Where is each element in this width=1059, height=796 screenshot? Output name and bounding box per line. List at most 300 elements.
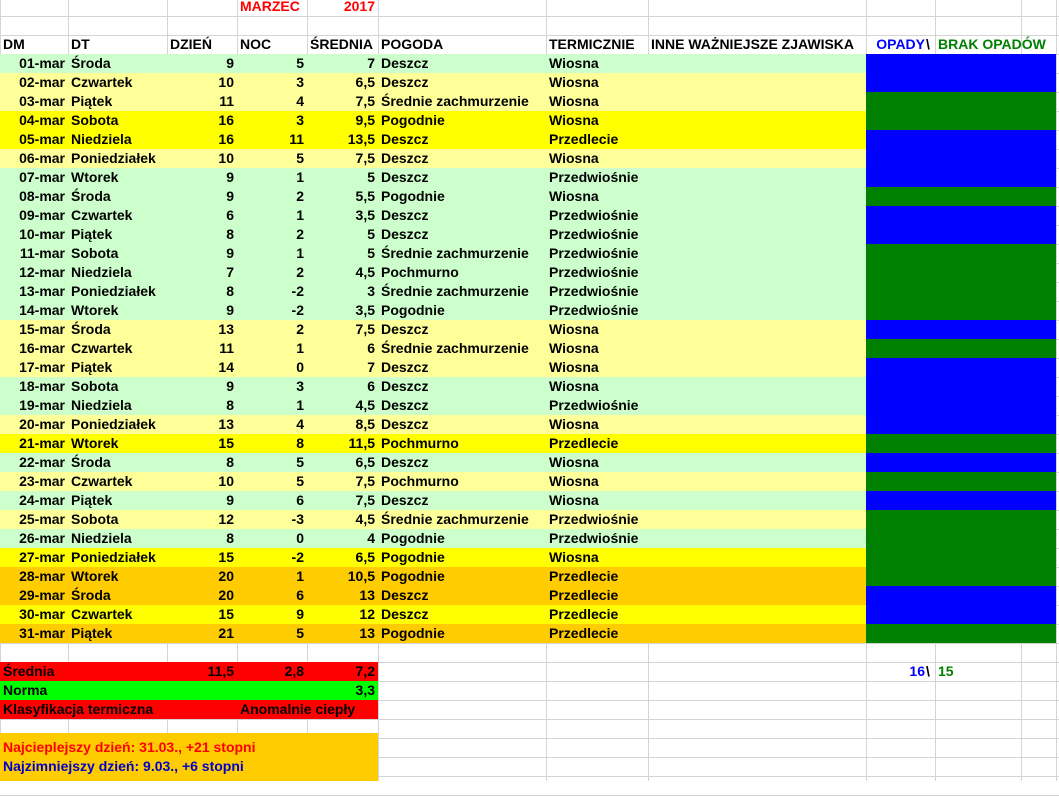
cell-weather[interactable]: Deszcz bbox=[381, 321, 429, 337]
cell-date[interactable]: 16-mar bbox=[19, 340, 65, 356]
cell-average-temp[interactable]: 3 bbox=[367, 283, 375, 299]
cell-thermal[interactable]: Wiosna bbox=[549, 112, 599, 128]
cell-weekday[interactable]: Czwartek bbox=[71, 207, 133, 223]
cell-other[interactable] bbox=[648, 377, 866, 396]
cell-day-temp[interactable]: 12 bbox=[218, 511, 234, 527]
cell-other[interactable] bbox=[648, 529, 866, 548]
cell-night-temp[interactable]: -2 bbox=[291, 302, 304, 318]
cell-night-temp[interactable]: 3 bbox=[296, 112, 304, 128]
cell-weather[interactable]: Deszcz bbox=[381, 169, 429, 185]
summary-norm-label[interactable]: Norma bbox=[3, 682, 48, 698]
cell-day-temp[interactable]: 9 bbox=[226, 492, 234, 508]
cell-date[interactable]: 28-mar bbox=[19, 568, 65, 584]
title-year[interactable]: 2017 bbox=[343, 0, 375, 14]
cell-thermal[interactable]: Przedwiośnie bbox=[549, 397, 639, 413]
cell-other[interactable] bbox=[648, 605, 866, 624]
header-separator[interactable]: \ bbox=[926, 36, 930, 52]
cell-date[interactable]: 25-mar bbox=[19, 511, 65, 527]
cell-average-temp[interactable]: 10,5 bbox=[347, 568, 375, 584]
cell-weather[interactable]: Deszcz bbox=[381, 606, 429, 622]
cell-thermal[interactable]: Wiosna bbox=[549, 416, 599, 432]
cell-weather[interactable]: Pogodnie bbox=[381, 568, 445, 584]
cell-thermal[interactable]: Przedwiośnie bbox=[549, 302, 639, 318]
precip-flag-rain[interactable] bbox=[866, 491, 1056, 510]
cell-other[interactable] bbox=[648, 624, 866, 643]
cell-weekday[interactable]: Wtorek bbox=[71, 435, 119, 451]
precip-flag-dry[interactable] bbox=[866, 434, 1056, 453]
cell-night-temp[interactable]: -2 bbox=[291, 283, 304, 299]
cell-thermal[interactable]: Przedlecie bbox=[549, 587, 619, 603]
cell-weather[interactable]: Deszcz bbox=[381, 359, 429, 375]
cell-day-temp[interactable]: 8 bbox=[226, 283, 234, 299]
cell-thermal[interactable]: Wiosna bbox=[549, 55, 599, 71]
precip-flag-dry[interactable] bbox=[866, 624, 1056, 643]
summary-average-label[interactable]: Średnia bbox=[3, 663, 55, 679]
header-average[interactable]: ŚREDNIA bbox=[310, 36, 374, 52]
cell-night-temp[interactable]: 5 bbox=[296, 454, 304, 470]
cell-other[interactable] bbox=[648, 111, 866, 130]
summary-norm-value[interactable]: 3,3 bbox=[355, 682, 375, 698]
precip-flag-dry[interactable] bbox=[866, 244, 1056, 263]
cell-weekday[interactable]: Piątek bbox=[71, 625, 113, 641]
precip-flag-dry[interactable] bbox=[866, 472, 1056, 491]
cell-night-temp[interactable]: 3 bbox=[296, 74, 304, 90]
precip-flag-dry[interactable] bbox=[866, 529, 1056, 548]
cell-weekday[interactable]: Czwartek bbox=[71, 606, 133, 622]
cell-day-temp[interactable]: 16 bbox=[218, 112, 234, 128]
cell-thermal[interactable]: Przedwiośnie bbox=[549, 530, 639, 546]
cell-average-temp[interactable]: 9,5 bbox=[355, 112, 375, 128]
cell-average-temp[interactable]: 7,5 bbox=[355, 150, 375, 166]
cell-thermal[interactable]: Wiosna bbox=[549, 321, 599, 337]
cell-thermal[interactable]: Przedwiośnie bbox=[549, 207, 639, 223]
precip-flag-dry[interactable] bbox=[866, 282, 1056, 301]
cell-night-temp[interactable]: 1 bbox=[296, 340, 304, 356]
cell-weather[interactable]: Średnie zachmurzenie bbox=[381, 511, 529, 527]
cell-other[interactable] bbox=[648, 130, 866, 149]
cell-other[interactable] bbox=[648, 586, 866, 605]
cell-weather[interactable]: Pogodnie bbox=[381, 549, 445, 565]
cell-weather[interactable]: Deszcz bbox=[381, 150, 429, 166]
cell-weather[interactable]: Deszcz bbox=[381, 55, 429, 71]
cell-thermal[interactable]: Wiosna bbox=[549, 150, 599, 166]
cell-day-temp[interactable]: 10 bbox=[218, 74, 234, 90]
cell-average-temp[interactable]: 7,5 bbox=[355, 492, 375, 508]
cell-night-temp[interactable]: 5 bbox=[296, 55, 304, 71]
cell-thermal[interactable]: Wiosna bbox=[549, 340, 599, 356]
cell-night-temp[interactable]: -2 bbox=[291, 549, 304, 565]
cell-date[interactable]: 27-mar bbox=[19, 549, 65, 565]
cell-thermal[interactable]: Przedwiośnie bbox=[549, 264, 639, 280]
cell-date[interactable]: 21-mar bbox=[19, 435, 65, 451]
cell-weather[interactable]: Średnie zachmurzenie bbox=[381, 340, 529, 356]
cell-night-temp[interactable]: 1 bbox=[296, 397, 304, 413]
cell-day-temp[interactable]: 9 bbox=[226, 245, 234, 261]
header-rain[interactable]: OPADY bbox=[876, 36, 925, 52]
cell-day-temp[interactable]: 14 bbox=[218, 359, 234, 375]
cell-other[interactable] bbox=[648, 358, 866, 377]
cell-day-temp[interactable]: 15 bbox=[218, 435, 234, 451]
cell-weather[interactable]: Deszcz bbox=[381, 207, 429, 223]
cell-thermal[interactable]: Wiosna bbox=[549, 188, 599, 204]
cell-other[interactable] bbox=[648, 567, 866, 586]
cell-weekday[interactable]: Poniedziałek bbox=[71, 549, 156, 565]
cell-day-temp[interactable]: 9 bbox=[226, 169, 234, 185]
cell-date[interactable]: 06-mar bbox=[19, 150, 65, 166]
precip-flag-dry[interactable] bbox=[866, 567, 1056, 586]
precip-flag-rain[interactable] bbox=[866, 130, 1056, 149]
cell-weekday[interactable]: Sobota bbox=[71, 112, 119, 128]
cell-date[interactable]: 09-mar bbox=[19, 207, 65, 223]
header-day[interactable]: DZIEŃ bbox=[170, 36, 212, 52]
cell-night-temp[interactable]: -3 bbox=[291, 511, 304, 527]
precip-flag-rain[interactable] bbox=[866, 453, 1056, 472]
cell-night-temp[interactable]: 5 bbox=[296, 473, 304, 489]
cell-thermal[interactable]: Wiosna bbox=[549, 378, 599, 394]
cell-other[interactable] bbox=[648, 54, 866, 73]
cell-day-temp[interactable]: 16 bbox=[218, 131, 234, 147]
cell-date[interactable]: 15-mar bbox=[19, 321, 65, 337]
precip-flag-dry[interactable] bbox=[866, 187, 1056, 206]
cell-day-temp[interactable]: 7 bbox=[226, 264, 234, 280]
cell-weekday[interactable]: Piątek bbox=[71, 93, 113, 109]
cell-date[interactable]: 03-mar bbox=[19, 93, 65, 109]
cell-weekday[interactable]: Piątek bbox=[71, 492, 113, 508]
cell-date[interactable]: 02-mar bbox=[19, 74, 65, 90]
cell-average-temp[interactable]: 6,5 bbox=[355, 74, 375, 90]
cell-date[interactable]: 10-mar bbox=[19, 226, 65, 242]
cell-day-temp[interactable]: 20 bbox=[218, 568, 234, 584]
cell-thermal[interactable]: Wiosna bbox=[549, 454, 599, 470]
summary-separator[interactable]: \ bbox=[926, 663, 930, 679]
cell-average-temp[interactable]: 4,5 bbox=[355, 511, 375, 527]
cell-night-temp[interactable]: 8 bbox=[296, 435, 304, 451]
cell-weekday[interactable]: Niedziela bbox=[71, 530, 132, 546]
cell-other[interactable] bbox=[648, 339, 866, 358]
cell-weather[interactable]: Deszcz bbox=[381, 397, 429, 413]
cell-other[interactable] bbox=[648, 301, 866, 320]
cell-night-temp[interactable]: 6 bbox=[296, 587, 304, 603]
cell-thermal[interactable]: Wiosna bbox=[549, 473, 599, 489]
cell-night-temp[interactable]: 1 bbox=[296, 568, 304, 584]
cell-average-temp[interactable]: 7 bbox=[367, 359, 375, 375]
cell-night-temp[interactable]: 1 bbox=[296, 245, 304, 261]
cell-night-temp[interactable]: 11 bbox=[289, 131, 304, 147]
cell-weekday[interactable]: Poniedziałek bbox=[71, 416, 156, 432]
cell-thermal[interactable]: Przedlecie bbox=[549, 568, 619, 584]
cell-weekday[interactable]: Środa bbox=[71, 454, 111, 470]
cell-average-temp[interactable]: 7 bbox=[367, 55, 375, 71]
precip-flag-dry[interactable] bbox=[866, 510, 1056, 529]
cell-average-temp[interactable]: 4,5 bbox=[355, 397, 375, 413]
cell-other[interactable] bbox=[648, 244, 866, 263]
cell-thermal[interactable]: Przedlecie bbox=[549, 435, 619, 451]
cell-weather[interactable]: Pogodnie bbox=[381, 625, 445, 641]
cell-weekday[interactable]: Czwartek bbox=[71, 74, 133, 90]
cell-weather[interactable]: Pochmurno bbox=[381, 435, 459, 451]
cell-date[interactable]: 18-mar bbox=[19, 378, 65, 394]
cell-average-temp[interactable]: 7,5 bbox=[355, 321, 375, 337]
cell-date[interactable]: 12-mar bbox=[19, 264, 65, 280]
summary-coldest-day[interactable]: Najzimniejszy dzień: 9.03., +6 stopni bbox=[3, 758, 244, 774]
title-month[interactable]: MARZEC bbox=[240, 0, 300, 14]
cell-day-temp[interactable]: 13 bbox=[218, 416, 234, 432]
cell-average-temp[interactable]: 7,5 bbox=[355, 93, 375, 109]
cell-weekday[interactable]: Poniedziałek bbox=[71, 150, 156, 166]
cell-night-temp[interactable]: 0 bbox=[296, 359, 304, 375]
cell-weekday[interactable]: Sobota bbox=[71, 378, 119, 394]
header-thermal[interactable]: TERMICZNIE bbox=[549, 36, 635, 52]
cell-other[interactable] bbox=[648, 510, 866, 529]
cell-date[interactable]: 29-mar bbox=[19, 587, 65, 603]
cell-date[interactable]: 11-mar bbox=[19, 245, 65, 261]
cell-weather[interactable]: Deszcz bbox=[381, 131, 429, 147]
cell-date[interactable]: 07-mar bbox=[19, 169, 65, 185]
cell-day-temp[interactable]: 15 bbox=[218, 549, 234, 565]
cell-average-temp[interactable]: 3,5 bbox=[355, 207, 375, 223]
cell-night-temp[interactable]: 0 bbox=[296, 530, 304, 546]
cell-day-temp[interactable]: 9 bbox=[226, 302, 234, 318]
cell-day-temp[interactable]: 10 bbox=[218, 473, 234, 489]
cell-weather[interactable]: Pochmurno bbox=[381, 264, 459, 280]
cell-date[interactable]: 05-mar bbox=[19, 131, 65, 147]
precip-flag-rain[interactable] bbox=[866, 358, 1056, 377]
cell-night-temp[interactable]: 2 bbox=[296, 188, 304, 204]
cell-average-temp[interactable]: 6,5 bbox=[355, 549, 375, 565]
cell-date[interactable]: 26-mar bbox=[19, 530, 65, 546]
cell-date[interactable]: 04-mar bbox=[19, 112, 65, 128]
summary-dry-count[interactable]: 15 bbox=[938, 663, 954, 679]
cell-weekday[interactable]: Środa bbox=[71, 188, 111, 204]
cell-weather[interactable]: Deszcz bbox=[381, 378, 429, 394]
header-weather[interactable]: POGODA bbox=[381, 36, 444, 52]
cell-average-temp[interactable]: 13 bbox=[359, 587, 375, 603]
header-dry[interactable]: BRAK OPADÓW bbox=[938, 36, 1046, 52]
cell-day-temp[interactable]: 6 bbox=[226, 207, 234, 223]
cell-weekday[interactable]: Niedziela bbox=[71, 264, 132, 280]
cell-date[interactable]: 08-mar bbox=[19, 188, 65, 204]
precip-flag-dry[interactable] bbox=[866, 301, 1056, 320]
cell-day-temp[interactable]: 9 bbox=[226, 55, 234, 71]
cell-thermal[interactable]: Wiosna bbox=[549, 74, 599, 90]
cell-date[interactable]: 23-mar bbox=[19, 473, 65, 489]
cell-night-temp[interactable]: 1 bbox=[296, 169, 304, 185]
cell-weather[interactable]: Deszcz bbox=[381, 226, 429, 242]
cell-date[interactable]: 19-mar bbox=[19, 397, 65, 413]
cell-night-temp[interactable]: 5 bbox=[296, 625, 304, 641]
cell-night-temp[interactable]: 2 bbox=[296, 321, 304, 337]
precip-flag-rain[interactable] bbox=[866, 54, 1056, 73]
cell-night-temp[interactable]: 5 bbox=[296, 150, 304, 166]
cell-average-temp[interactable]: 6 bbox=[367, 378, 375, 394]
precip-flag-dry[interactable] bbox=[866, 548, 1056, 567]
cell-day-temp[interactable]: 11 bbox=[219, 340, 234, 356]
cell-average-temp[interactable]: 11,5 bbox=[348, 435, 375, 451]
cell-weather[interactable]: Średnie zachmurzenie bbox=[381, 93, 529, 109]
cell-other[interactable] bbox=[648, 168, 866, 187]
cell-other[interactable] bbox=[648, 149, 866, 168]
cell-day-temp[interactable]: 9 bbox=[226, 378, 234, 394]
precip-flag-rain[interactable] bbox=[866, 206, 1056, 225]
cell-day-temp[interactable]: 13 bbox=[218, 321, 234, 337]
cell-weather[interactable]: Pochmurno bbox=[381, 473, 459, 489]
cell-other[interactable] bbox=[648, 73, 866, 92]
cell-thermal[interactable]: Wiosna bbox=[549, 549, 599, 565]
cell-average-temp[interactable]: 13,5 bbox=[347, 131, 375, 147]
cell-weather[interactable]: Deszcz bbox=[381, 587, 429, 603]
precip-flag-rain[interactable] bbox=[866, 149, 1056, 168]
summary-average-day[interactable]: 11,5 bbox=[207, 663, 234, 679]
cell-thermal[interactable]: Wiosna bbox=[549, 492, 599, 508]
cell-thermal[interactable]: Przedwiośnie bbox=[549, 511, 639, 527]
precip-flag-rain[interactable] bbox=[866, 225, 1056, 244]
cell-thermal[interactable]: Przedwiośnie bbox=[549, 226, 639, 242]
cell-weekday[interactable]: Czwartek bbox=[71, 340, 133, 356]
cell-other[interactable] bbox=[648, 92, 866, 111]
cell-day-temp[interactable]: 9 bbox=[226, 188, 234, 204]
precip-flag-dry[interactable] bbox=[866, 92, 1056, 111]
cell-weather[interactable]: Deszcz bbox=[381, 416, 429, 432]
cell-average-temp[interactable]: 4 bbox=[367, 530, 375, 546]
cell-other[interactable] bbox=[648, 453, 866, 472]
precip-flag-rain[interactable] bbox=[866, 168, 1056, 187]
cell-average-temp[interactable]: 4,5 bbox=[355, 264, 375, 280]
cell-thermal[interactable]: Przedwiośnie bbox=[549, 283, 639, 299]
cell-day-temp[interactable]: 8 bbox=[226, 530, 234, 546]
cell-date[interactable]: 14-mar bbox=[19, 302, 65, 318]
cell-thermal[interactable]: Przedlecie bbox=[549, 131, 619, 147]
cell-weekday[interactable]: Sobota bbox=[71, 511, 119, 527]
precip-flag-rain[interactable] bbox=[866, 605, 1056, 624]
summary-class-label[interactable]: Klasyfikacja termiczna bbox=[3, 701, 154, 717]
cell-weekday[interactable]: Poniedziałek bbox=[71, 283, 156, 299]
cell-night-temp[interactable]: 6 bbox=[296, 492, 304, 508]
cell-day-temp[interactable]: 11 bbox=[219, 93, 234, 109]
cell-date[interactable]: 30-mar bbox=[19, 606, 65, 622]
summary-average-mean[interactable]: 7,2 bbox=[355, 663, 375, 679]
cell-weekday[interactable]: Środa bbox=[71, 321, 111, 337]
cell-day-temp[interactable]: 8 bbox=[226, 454, 234, 470]
cell-other[interactable] bbox=[648, 548, 866, 567]
cell-weather[interactable]: Pogodnie bbox=[381, 112, 445, 128]
cell-weather[interactable]: Deszcz bbox=[381, 454, 429, 470]
cell-thermal[interactable]: Wiosna bbox=[549, 93, 599, 109]
cell-night-temp[interactable]: 2 bbox=[296, 264, 304, 280]
cell-weather[interactable]: Pogodnie bbox=[381, 188, 445, 204]
cell-average-temp[interactable]: 6 bbox=[367, 340, 375, 356]
precip-flag-rain[interactable] bbox=[866, 320, 1056, 339]
summary-warmest-day[interactable]: Najcieplejszy dzień: 31.03., +21 stopni bbox=[3, 739, 256, 755]
cell-thermal[interactable]: Przedwiośnie bbox=[549, 245, 639, 261]
summary-class-value[interactable]: Anomalnie ciepły bbox=[240, 701, 356, 717]
cell-other[interactable] bbox=[648, 415, 866, 434]
cell-day-temp[interactable]: 8 bbox=[226, 226, 234, 242]
cell-weekday[interactable]: Niedziela bbox=[71, 131, 132, 147]
cell-day-temp[interactable]: 15 bbox=[218, 606, 234, 622]
cell-other[interactable] bbox=[648, 472, 866, 491]
header-dm[interactable]: DM bbox=[3, 36, 25, 52]
summary-rain-count[interactable]: 16 bbox=[909, 663, 925, 679]
cell-other[interactable] bbox=[648, 206, 866, 225]
cell-date[interactable]: 13-mar bbox=[19, 283, 65, 299]
cell-other[interactable] bbox=[648, 434, 866, 453]
cell-date[interactable]: 17-mar bbox=[19, 359, 65, 375]
precip-flag-rain[interactable] bbox=[866, 73, 1056, 92]
cell-weekday[interactable]: Sobota bbox=[71, 245, 119, 261]
cell-weekday[interactable]: Piątek bbox=[71, 359, 113, 375]
precip-flag-rain[interactable] bbox=[866, 586, 1056, 605]
cell-average-temp[interactable]: 3,5 bbox=[355, 302, 375, 318]
cell-day-temp[interactable]: 8 bbox=[226, 397, 234, 413]
cell-night-temp[interactable]: 4 bbox=[296, 93, 304, 109]
cell-average-temp[interactable]: 5,5 bbox=[355, 188, 375, 204]
cell-other[interactable] bbox=[648, 396, 866, 415]
header-other[interactable]: INNE WAŻNIEJSZE ZJAWISKA bbox=[651, 36, 855, 52]
cell-weather[interactable]: Pogodnie bbox=[381, 302, 445, 318]
cell-night-temp[interactable]: 2 bbox=[296, 226, 304, 242]
cell-thermal[interactable]: Przedlecie bbox=[549, 625, 619, 641]
cell-day-temp[interactable]: 10 bbox=[218, 150, 234, 166]
cell-weather[interactable]: Deszcz bbox=[381, 492, 429, 508]
cell-average-temp[interactable]: 8,5 bbox=[355, 416, 375, 432]
cell-average-temp[interactable]: 7,5 bbox=[355, 473, 375, 489]
cell-average-temp[interactable]: 5 bbox=[367, 245, 375, 261]
cell-date[interactable]: 31-mar bbox=[19, 625, 65, 641]
cell-weekday[interactable]: Piątek bbox=[71, 226, 113, 242]
precip-flag-rain[interactable] bbox=[866, 396, 1056, 415]
precip-flag-rain[interactable] bbox=[866, 415, 1056, 434]
cell-date[interactable]: 22-mar bbox=[19, 454, 65, 470]
header-night[interactable]: NOC bbox=[240, 36, 272, 52]
cell-average-temp[interactable]: 5 bbox=[367, 226, 375, 242]
cell-weekday[interactable]: Niedziela bbox=[71, 397, 132, 413]
cell-weekday[interactable]: Czwartek bbox=[71, 473, 133, 489]
cell-night-temp[interactable]: 1 bbox=[296, 207, 304, 223]
cell-weekday[interactable]: Wtorek bbox=[71, 169, 119, 185]
precip-flag-dry[interactable] bbox=[866, 339, 1056, 358]
cell-night-temp[interactable]: 9 bbox=[296, 606, 304, 622]
cell-average-temp[interactable]: 13 bbox=[359, 625, 375, 641]
cell-average-temp[interactable]: 6,5 bbox=[355, 454, 375, 470]
precip-flag-dry[interactable] bbox=[866, 111, 1056, 130]
header-dt[interactable]: DT bbox=[71, 36, 90, 52]
cell-other[interactable] bbox=[648, 263, 866, 282]
cell-other[interactable] bbox=[648, 320, 866, 339]
cell-date[interactable]: 01-mar bbox=[19, 55, 65, 71]
cell-day-temp[interactable]: 21 bbox=[218, 625, 234, 641]
cell-thermal[interactable]: Przedlecie bbox=[549, 606, 619, 622]
cell-other[interactable] bbox=[648, 225, 866, 244]
cell-day-temp[interactable]: 20 bbox=[218, 587, 234, 603]
cell-other[interactable] bbox=[648, 282, 866, 301]
precip-flag-rain[interactable] bbox=[866, 377, 1056, 396]
cell-weather[interactable]: Średnie zachmurzenie bbox=[381, 283, 529, 299]
cell-thermal[interactable]: Wiosna bbox=[549, 359, 599, 375]
cell-average-temp[interactable]: 12 bbox=[359, 606, 375, 622]
cell-weather[interactable]: Deszcz bbox=[381, 74, 429, 90]
cell-other[interactable] bbox=[648, 491, 866, 510]
cell-night-temp[interactable]: 4 bbox=[296, 416, 304, 432]
summary-average-night[interactable]: 2,8 bbox=[284, 663, 304, 679]
cell-weekday[interactable]: Wtorek bbox=[71, 568, 119, 584]
cell-night-temp[interactable]: 3 bbox=[296, 378, 304, 394]
cell-average-temp[interactable]: 5 bbox=[367, 169, 375, 185]
cell-weekday[interactable]: Środa bbox=[71, 587, 111, 603]
cell-date[interactable]: 20-mar bbox=[19, 416, 65, 432]
cell-other[interactable] bbox=[648, 187, 866, 206]
cell-thermal[interactable]: Przedwiośnie bbox=[549, 169, 639, 185]
cell-weekday[interactable]: Środa bbox=[71, 55, 111, 71]
